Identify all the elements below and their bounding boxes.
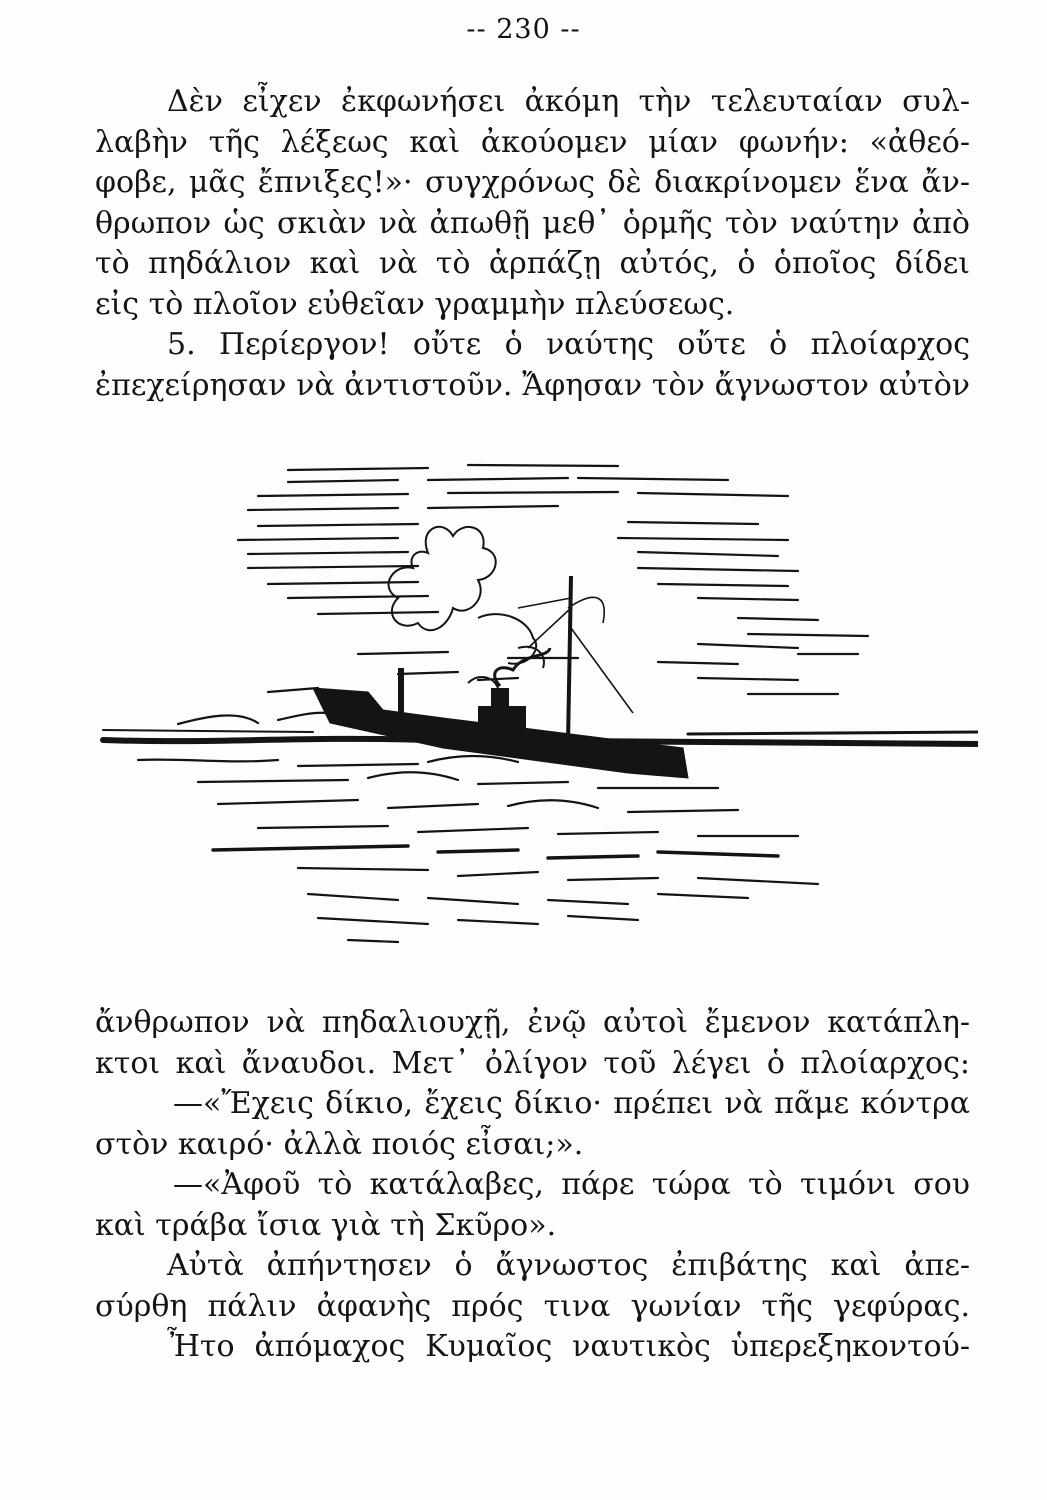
page-number: -- 230 --	[466, 14, 581, 45]
text-line: —«Ἀφοῦ τὸ κατάλαβες, πάρε τώρα τὸ τιμόνι σου	[173, 1167, 970, 1202]
text-line: —«Ἔχεις δίκιο, ἔχεις δίκιο· πρέπει νὰ πᾶμε κόντρα	[173, 1086, 970, 1121]
bottom-paragraphs	[95, 1003, 970, 1368]
text-line: φοβε, μᾶς ἔπνιξες!»· συγχρόνως δὲ διακρίνομεν ἕνα ἄν-	[95, 165, 970, 200]
top-paragraphs	[95, 82, 970, 406]
text-line: εἰς τὸ πλοῖον εὐθεῖαν γραμμὴν πλεύσεως.	[95, 286, 735, 322]
text-line: ἄνθρωπον νὰ πηδαλιουχῇ, ἐνῷ αὐτοὶ ἔμενον κατάπλη-	[95, 1005, 970, 1040]
steamship	[313, 576, 688, 778]
text-line: θρωπον ὡς σκιὰν νὰ ἀπωθῇ μεθ᾽ ὁρμῆς τὸν ναύτην ἀπὸ	[95, 205, 970, 241]
text-line: στὸν καιρό· ἀλλὰ ποιός εἶσαι;».	[95, 1126, 584, 1162]
text-line: σύρθη πάλιν ἀφανὴς πρός τινα γωνίαν τῆς γεφύρας.	[95, 1288, 970, 1324]
text-line: Ἦτο ἀπόμαχος Κυμαῖος ναυτικὸς ὑπερεξηκοντού-	[167, 1329, 970, 1364]
text-line: τὸ πηδάλιον καὶ νὰ τὸ ἁρπάζῃ αὐτός, ὁ ὁποῖος δίδει	[95, 246, 970, 281]
text-line: Αὐτὰ ἀπήντησεν ὁ ἄγνωστος ἐπιβάτης καὶ ἀπε-	[167, 1248, 970, 1283]
text-line: καὶ τράβα ἴσια γιὰ τὴ Σκῦρο».	[95, 1207, 557, 1243]
text-line: κτοι καὶ ἄναυδοι. Μετ᾽ ὀλίγον τοῦ λέγει ὁ πλοίαρχος:	[95, 1045, 970, 1081]
sky-hatching	[238, 465, 868, 694]
steamship-illustration	[98, 448, 978, 953]
text-line: Δὲν εἶχεν ἐκφωνήσει ἀκόμη τὴν τελευταίαν συλ-	[167, 84, 970, 119]
text-line: λαβὴν τῆς λέξεως καὶ ἀκούομεν μίαν φωνήν: «ἀθεό-	[95, 124, 970, 160]
text-line: ἐπεχείρησαν νὰ ἀντιστοῦν. Ἄφησαν τὸν ἄγνωστον αὐτὸν	[95, 367, 970, 403]
text-line: 5. Περίεργον! οὔτε ὁ ναύτης οὔτε ὁ πλοίαρχος	[167, 327, 970, 362]
